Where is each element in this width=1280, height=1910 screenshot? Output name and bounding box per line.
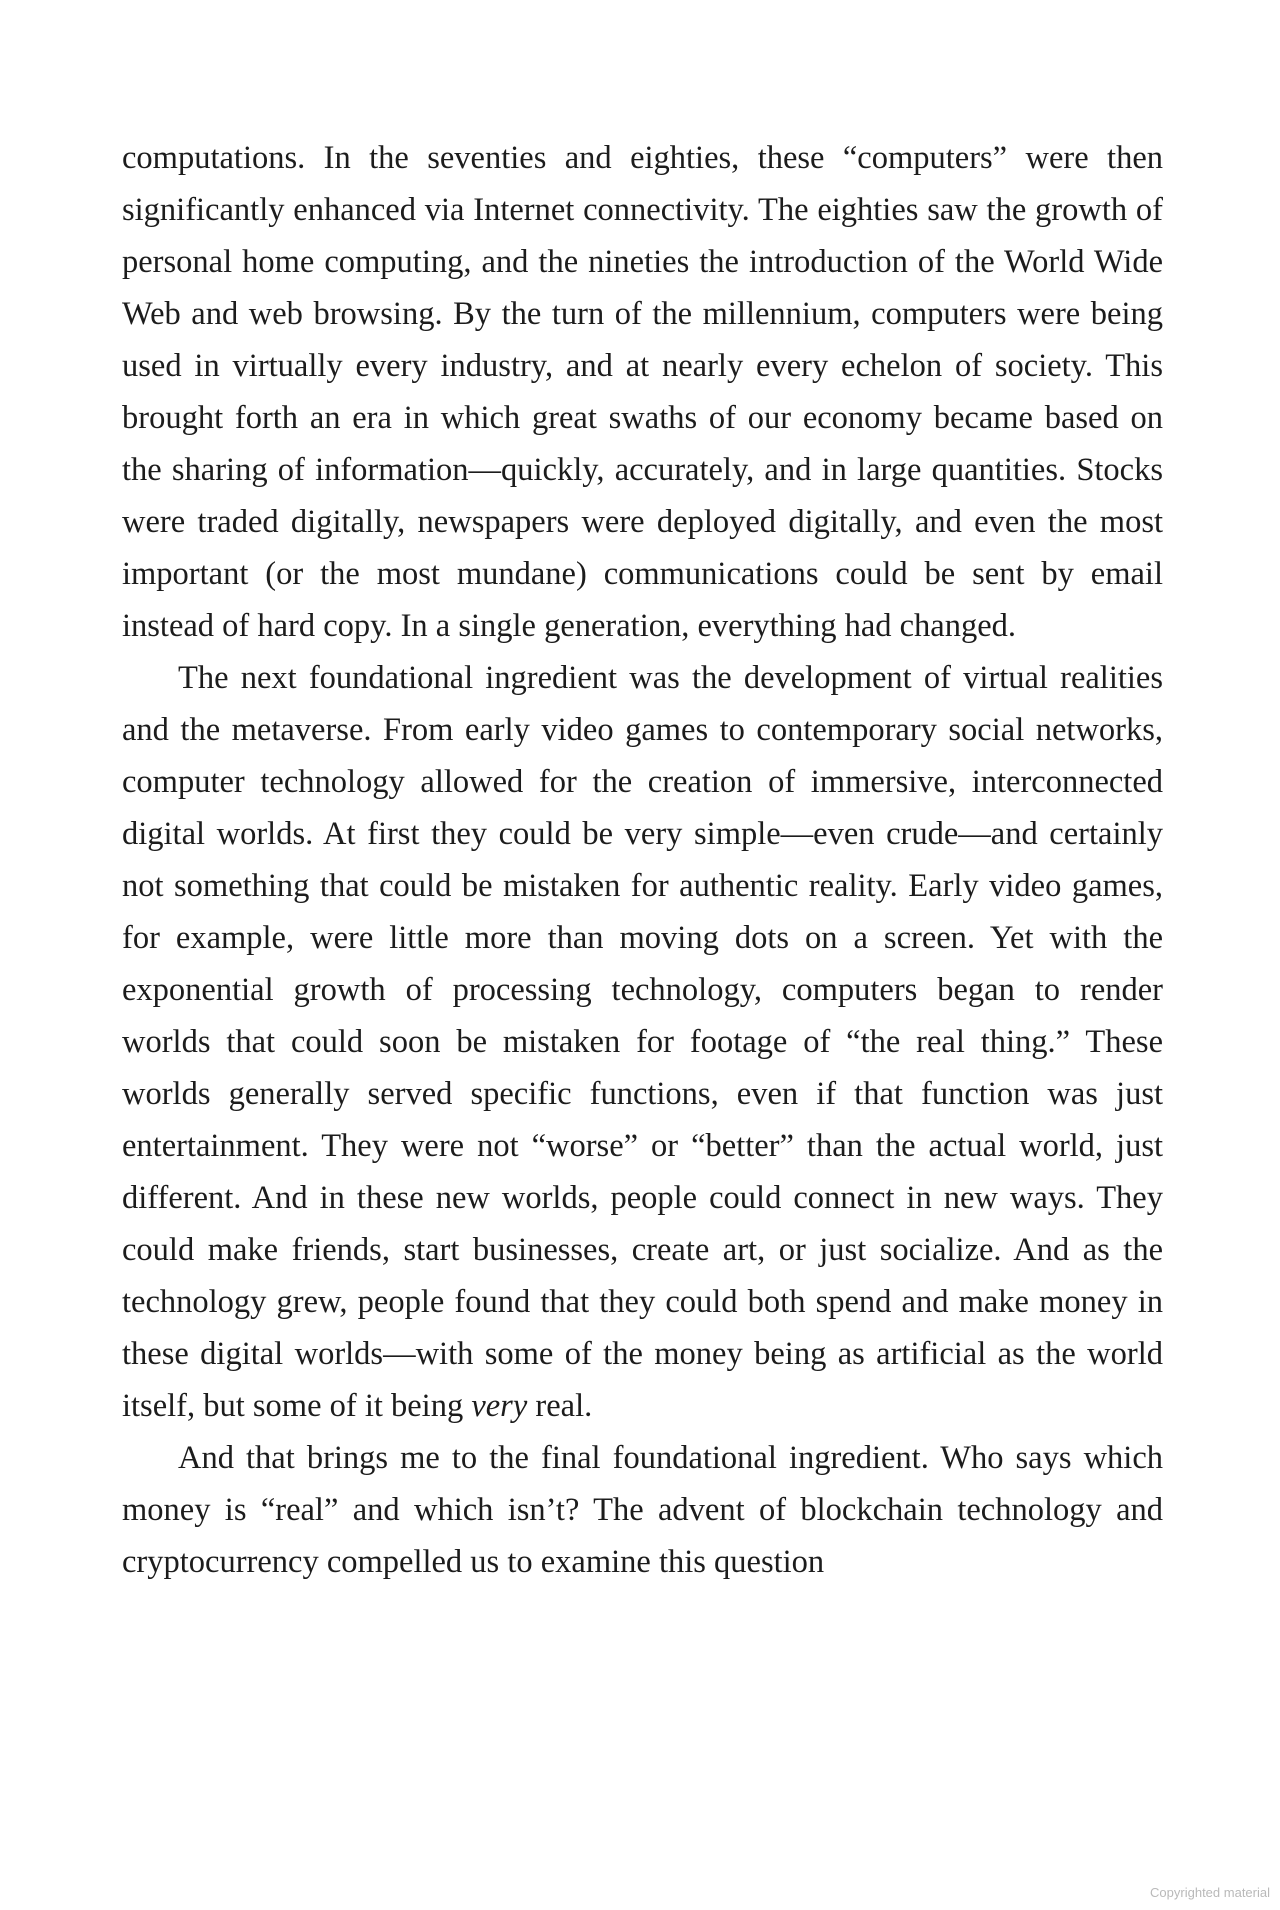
page-body <box>122 132 1163 1588</box>
paragraph <box>122 652 1163 1432</box>
paragraph <box>122 132 1163 652</box>
emphasis-text: very <box>471 1388 528 1424</box>
paragraph-text: The next foundational ingredient was the development of virtual realities and the metaverse. From early video games to contemporary social networks, computer technology allowed for the creation of immersive, interconnected digital worlds. At first they could be very simple—even crude—and certainly not something that could be mistaken for authentic reality. Early video games, for example, were little more than moving dots on a screen. Yet with the exponential growth of processing technology, computers began to render worlds that could soon be mistaken for footage of “the real thing.” These worlds generally served specific functions, even if that function was just entertainment. They were not “worse” or “better” than the actual world, just different. And in these new worlds, people could connect in new ways. They could make friends, start businesses, create art, or just socialize. And as the technology grew, people found that they could both spend and make money in these digital worlds—with some of the money being as artificial as the world itself, but some of it being <box>122 660 1163 1424</box>
paragraph <box>122 1432 1163 1588</box>
paragraph-text: And that brings me to the final foundational ingredient. Who says which money is “real” and which isn’t? The advent of blockchain technology and cryptocurrency compelled us to examine this question <box>122 1440 1163 1580</box>
paragraph-text: real. <box>527 1388 593 1424</box>
paragraph-text: computations. In the seventies and eighties, these “computers” were then significantly enhanced via Internet connectivity. The eighties saw the growth of personal home computing, and the nineties the introduction of the World Wide Web and web browsing. By the turn of the millennium, computers were being used in virtually every industry, and at nearly every echelon of society. This brought forth an era in which great swaths of our economy became based on the sharing of information—quickly, accurately, and in large quantities. Stocks were traded digitally, newspapers were deployed digitally, and even the most important (or the most mundane) communications could be sent by email instead of hard copy. In a single generation, everything had changed. <box>122 140 1163 644</box>
copyright-watermark: Copyrighted material <box>1150 1885 1270 1900</box>
